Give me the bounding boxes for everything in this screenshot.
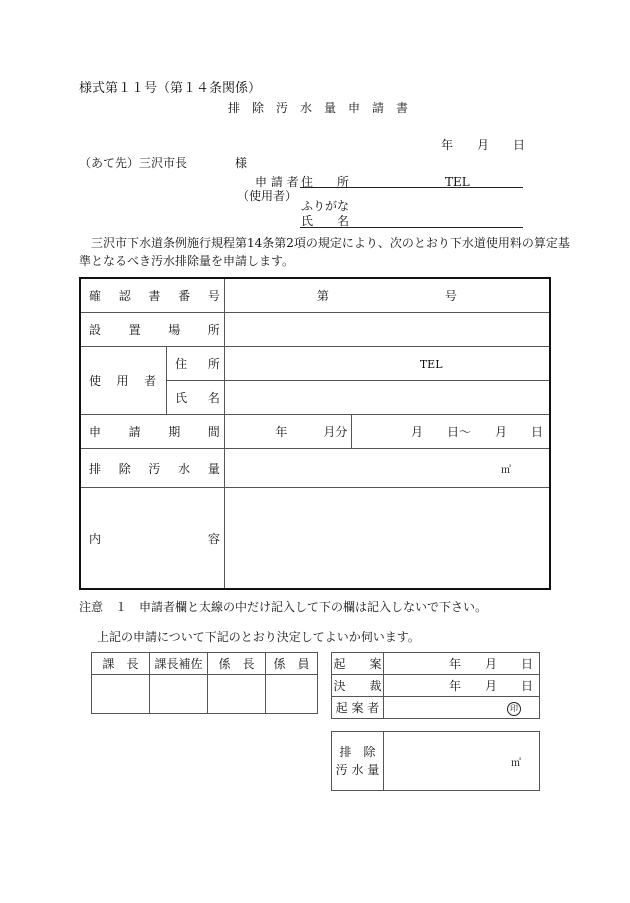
addressee: （あて先）三沢市長 様 — [79, 156, 248, 170]
approval-table — [91, 652, 318, 714]
user-name-label: 氏 名 — [167, 381, 225, 415]
furigana-label: ふりがな — [301, 199, 350, 213]
name-underline[interactable] — [300, 227, 523, 228]
row-location — [80, 313, 550, 347]
discharge-label: 排 除 汚 水 量 — [332, 732, 384, 791]
user-name-field[interactable] — [224, 381, 550, 415]
tel-label: TEL — [445, 175, 470, 189]
row-period — [80, 415, 550, 449]
decision-text: 上記の申請について下記のとおり決定してよいか伺います。 — [97, 630, 420, 644]
confirm-number-field[interactable]: 第 号 — [224, 278, 550, 313]
applicant-label: 申 請 者 — [255, 175, 299, 189]
row-confirm-number — [80, 278, 550, 313]
period-month-field[interactable]: 年 月分 — [224, 415, 352, 449]
user-address-field[interactable]: TEL — [224, 347, 550, 381]
volume-label: 排 除 汚 水 量 — [80, 449, 224, 488]
approval-stamp-chief[interactable] — [92, 675, 150, 714]
drafter-label: 起 案 者 — [332, 697, 384, 719]
location-field[interactable] — [224, 313, 550, 347]
row-content — [80, 488, 550, 590]
note: 注意 １ 申請者欄と太線の中だけ記入して下の欄は記入しないで下さい。 — [79, 600, 488, 614]
decided-label: 決 裁 — [332, 675, 384, 697]
approval-header-deputy: 課長補佐 — [150, 653, 208, 675]
row-user-address — [80, 347, 550, 381]
discharge-volume-field[interactable]: ㎥ — [384, 732, 540, 791]
user-label: 使 用 者 — [80, 347, 167, 415]
approval-stamp-deputy[interactable] — [150, 675, 208, 714]
location-label: 設 置 場 所 — [80, 313, 224, 347]
row-volume — [80, 449, 550, 488]
drafting-table — [331, 652, 540, 719]
decided-date-field[interactable]: 年 月 日 — [384, 675, 540, 697]
address-label: 住 所 — [301, 175, 350, 189]
applicant-sub-label: （使用者） — [237, 189, 298, 203]
date-line: 年 月 日 — [441, 138, 526, 152]
content-field[interactable] — [224, 488, 550, 590]
approval-header-staff: 係 員 — [266, 653, 318, 675]
intro-line-1: 三沢市下水道条例施行規程第14条第2項の規定により、次のとおり下水道使用料の算定基 — [91, 236, 570, 250]
approval-stamp-subchief[interactable] — [208, 675, 266, 714]
drafter-field[interactable] — [384, 697, 540, 719]
name-label: 氏 名 — [301, 214, 350, 228]
period-range-field[interactable]: 月 日～ 月 日 — [352, 415, 550, 449]
content-label: 内 容 — [80, 488, 224, 590]
drafted-label: 起 案 — [332, 653, 384, 675]
address-underline[interactable] — [300, 187, 523, 188]
volume-field[interactable]: ㎥ — [224, 449, 550, 488]
approval-header-chief: 課 長 — [92, 653, 150, 675]
user-address-label: 住 所 — [167, 347, 225, 381]
intro-line-2: 準となるべき汚水排除量を申請します。 — [79, 254, 295, 268]
seal-mark: 印 — [507, 702, 521, 716]
drafted-date-field[interactable]: 年 月 日 — [384, 653, 540, 675]
period-label: 申 請 期 間 — [80, 415, 224, 449]
form-number: 様式第１１号（第１４条関係） — [79, 81, 262, 96]
application-table — [79, 277, 551, 590]
confirm-number-label: 確 認 書 番 号 — [80, 278, 224, 313]
page-title: 排 除 汚 水 量 申 請 書 — [228, 101, 409, 115]
approval-header-subchief: 係 長 — [208, 653, 266, 675]
discharge-table — [331, 731, 540, 791]
approval-stamp-staff[interactable] — [266, 675, 318, 714]
